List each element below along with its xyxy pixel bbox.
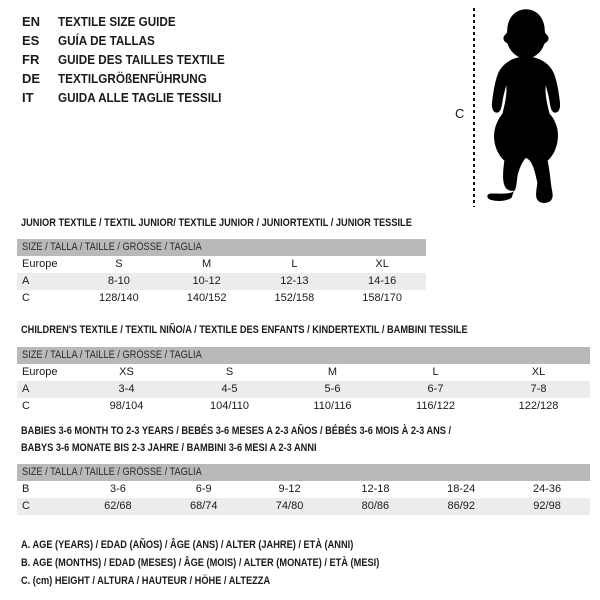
language-code: EN	[22, 14, 41, 29]
height-cell: 86/92	[447, 500, 475, 512]
language-row-fr	[22, 50, 243, 69]
table-row-europe	[17, 364, 590, 381]
row-label: C	[22, 500, 30, 512]
age-cell: 12-13	[280, 275, 309, 287]
age-cell: 8-10	[107, 275, 130, 287]
age-cell: 6-9	[195, 483, 212, 495]
language-title: GUIDE DES TAILLES TEXTILE	[58, 52, 225, 67]
footnote-text: C. (cm) HEIGHT / ALTURA / HAUTEUR / HÖHE / ALTEZZA	[21, 575, 271, 587]
age-cell: 3-4	[118, 383, 135, 395]
language-row-en	[22, 12, 243, 31]
table-header-text: SIZE / TALLA / TAILLE / GRÖSSE / TAGLIA	[22, 241, 202, 253]
age-cell: 18-24	[447, 483, 476, 495]
footnote-c	[21, 572, 448, 590]
size-cell: M	[202, 258, 212, 270]
footnote-a	[21, 536, 448, 554]
section-title-text-line2: BABYS 3-6 MONATE BIS 2-3 JAHRE / BAMBINI 3-6 MESI A 2-3 ANNI	[21, 442, 317, 454]
language-title-block	[22, 12, 243, 107]
table-row-height	[17, 398, 590, 415]
table-header-text: SIZE / TALLA / TAILLE / GRÖSSE / TAGLIA	[22, 466, 202, 478]
language-title: GUÍA DE TALLAS	[58, 33, 155, 48]
footnote-legend	[21, 536, 448, 590]
language-title: TEXTILGRÖßENFÜHRUNG	[58, 71, 207, 86]
age-cell: 14-16	[368, 275, 397, 287]
age-cell: 6-7	[427, 383, 444, 395]
height-cell: 104/110	[210, 400, 249, 412]
age-cell: 10-12	[192, 275, 221, 287]
height-cell: 152/158	[274, 292, 315, 304]
row-label: C	[22, 292, 30, 304]
row-label: B	[22, 483, 30, 495]
language-code: ES	[22, 33, 40, 48]
size-cell: S	[225, 366, 234, 378]
height-cell: 110/116	[313, 400, 352, 412]
section-title-junior	[21, 215, 486, 232]
table-row-europe	[17, 256, 426, 273]
babies-size-table	[17, 464, 590, 515]
height-cell: 68/74	[189, 500, 218, 512]
row-label: C	[22, 400, 30, 412]
height-cell: 122/128	[518, 400, 559, 412]
size-cell: L	[291, 258, 298, 270]
size-cell: L	[432, 366, 439, 378]
language-code: IT	[22, 90, 34, 105]
age-cell: 24-36	[532, 483, 562, 495]
age-cell: 12-18	[361, 483, 390, 495]
footnote-text: A. AGE (YEARS) / EDAD (AÑOS) / ÂGE (ANS) / ALTER (JAHRE) / ETÀ (ANNI)	[21, 539, 354, 551]
language-code: DE	[22, 71, 41, 86]
table-row-age	[17, 273, 426, 290]
language-row-de	[22, 69, 243, 88]
table-row-age	[17, 381, 590, 398]
age-cell: 7-8	[530, 383, 547, 395]
section-title-children	[21, 322, 553, 339]
section-title-text: BABIES 3-6 MONTH TO 2-3 YEARS / BEBÉS 3-6 MESES A 2-3 AÑOS / BÉBÉS 3-6 MOIS À 2-3 ANS /	[21, 425, 452, 437]
language-title: GUIDA ALLE TAGLIE TESSILI	[58, 90, 222, 105]
row-label: A	[22, 383, 30, 395]
height-cell: 140/152	[186, 292, 227, 304]
height-label-c: C	[455, 106, 465, 121]
size-cell: XL	[531, 366, 546, 378]
height-dashed-line	[473, 8, 475, 207]
footnote-text: B. AGE (MONTHS) / EDAD (MESES) / ÂGE (MOIS) / ALTER (MONATE) / ETÀ (MESI)	[21, 557, 380, 569]
height-cell: 62/68	[104, 500, 132, 512]
height-cell: 128/140	[98, 292, 139, 304]
table-row-height	[17, 290, 426, 307]
junior-size-table	[17, 239, 426, 307]
table-row-age-months	[17, 481, 590, 498]
children-size-table	[17, 347, 590, 415]
table-header-bar	[17, 347, 590, 364]
language-row-it	[22, 88, 243, 107]
row-label: Europe	[22, 366, 58, 378]
table-row-height	[17, 498, 590, 515]
table-header-bar	[17, 239, 426, 256]
size-cell: XS	[119, 366, 134, 378]
language-title: TEXTILE SIZE GUIDE	[58, 14, 176, 29]
height-cell: 74/80	[275, 500, 304, 512]
height-cell: 116/122	[416, 400, 455, 412]
table-header-text: SIZE / TALLA / TAILLE / GRÖSSE / TAGLIA	[22, 349, 202, 361]
baby-silhouette-icon	[479, 7, 573, 207]
age-cell: 9-12	[278, 483, 301, 495]
height-cell: 92/98	[533, 500, 561, 512]
language-code: FR	[22, 52, 40, 67]
age-cell: 4-5	[221, 383, 238, 395]
height-cell: 98/104	[109, 400, 144, 412]
age-cell: 5-6	[324, 383, 341, 395]
table-header-bar	[17, 464, 590, 481]
footnote-b	[21, 554, 448, 572]
row-label: Europe	[22, 258, 58, 270]
row-label: A	[22, 275, 30, 287]
size-cell: M	[327, 366, 338, 378]
age-cell: 3-6	[109, 483, 126, 495]
section-title-text: JUNIOR TEXTILE / TEXTIL JUNIOR/ TEXTILE JUNIOR / JUNIORTEXTIL / JUNIOR TESSILE	[21, 217, 412, 229]
size-cell: XL	[375, 258, 389, 270]
height-cell: 80/86	[361, 500, 390, 512]
section-title-text: CHILDREN'S TEXTILE / TEXTIL NIÑO/A / TEXTILE DES ENFANTS / KINDERTEXTIL / BAMBINI TESSILE	[21, 324, 468, 336]
height-cell: 158/170	[362, 292, 402, 304]
language-row-es	[22, 31, 243, 50]
size-cell: S	[115, 258, 123, 270]
section-title-babies	[21, 423, 533, 457]
